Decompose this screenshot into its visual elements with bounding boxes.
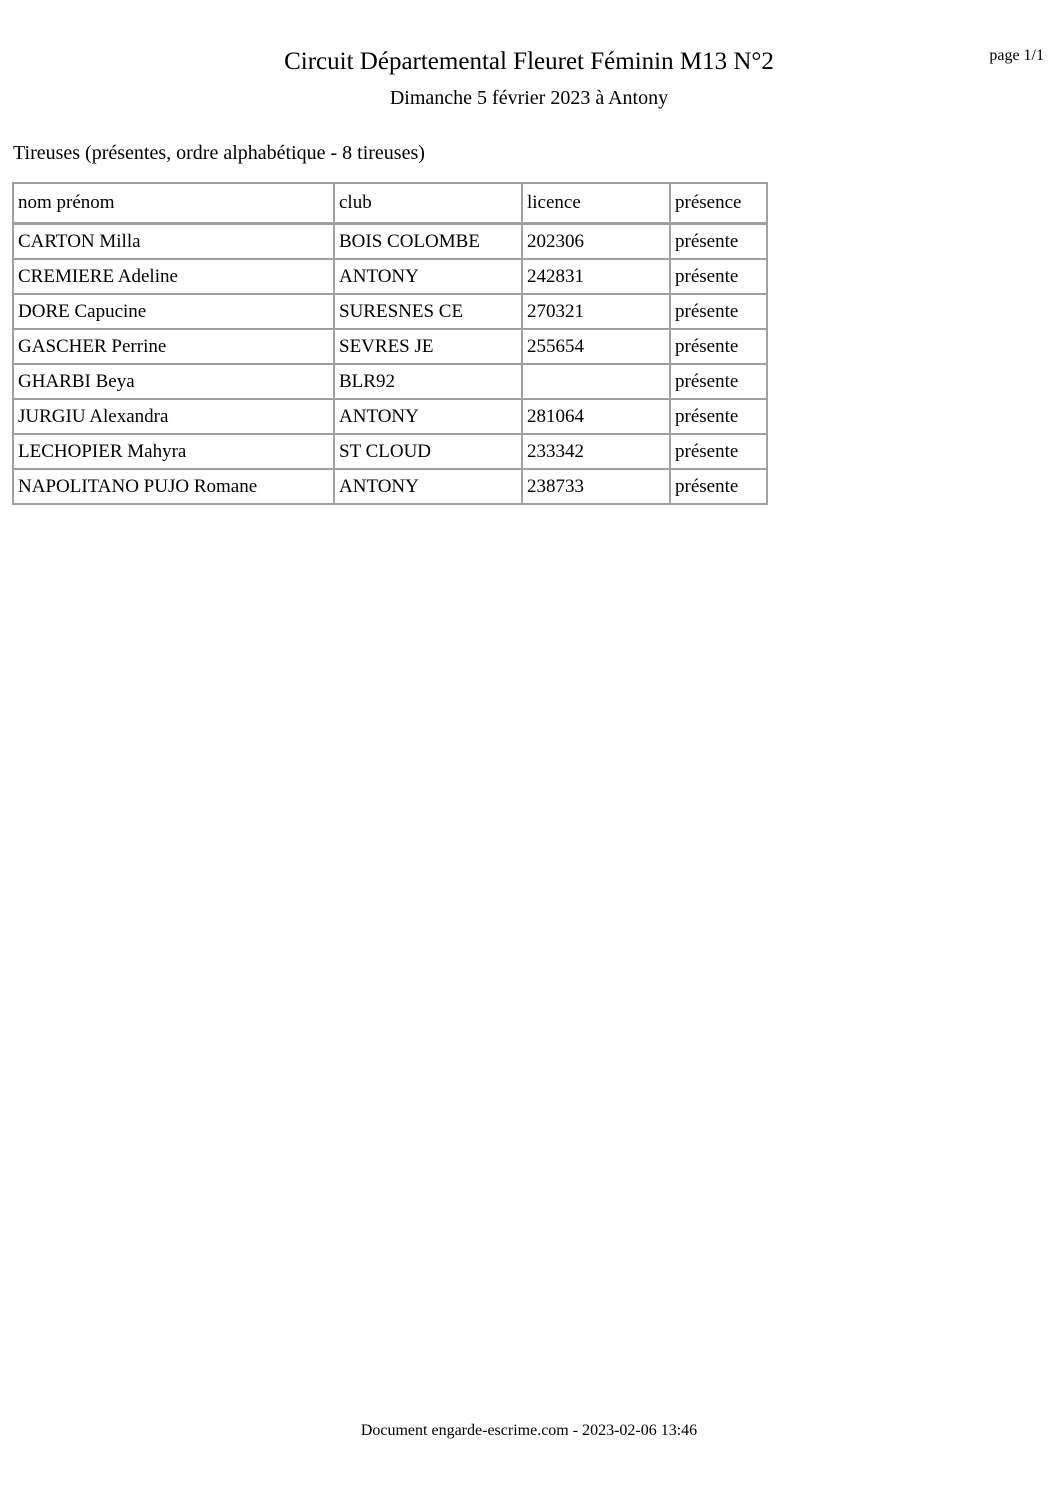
cell-presence: présente	[671, 225, 768, 260]
fencers-table	[12, 182, 768, 505]
table-row	[14, 225, 768, 260]
page-number: page 1/1	[989, 47, 1044, 64]
cell-name: GHARBI Beya	[14, 365, 335, 400]
table-header-row	[14, 184, 768, 225]
table-row	[14, 330, 768, 365]
document-footer: Document engarde-escrime.com - 2023-02-06 13:46	[360, 1422, 698, 1439]
table-row	[14, 365, 768, 400]
header-licence: licence	[523, 184, 671, 225]
header-name: nom prénom	[14, 184, 335, 225]
table-row	[14, 295, 768, 330]
cell-presence: présente	[671, 365, 768, 400]
cell-club: BLR92	[335, 365, 523, 400]
cell-presence: présente	[671, 330, 768, 365]
cell-club: SEVRES JE	[335, 330, 523, 365]
cell-club: BOIS COLOMBE	[335, 225, 523, 260]
cell-presence: présente	[671, 435, 768, 470]
header-club: club	[335, 184, 523, 225]
cell-name: JURGIU Alexandra	[14, 400, 335, 435]
cell-club: ANTONY	[335, 400, 523, 435]
cell-licence: 233342	[523, 435, 671, 470]
document-subtitle: Dimanche 5 février 2023 à Antony	[389, 87, 669, 109]
cell-club: ANTONY	[335, 470, 523, 505]
cell-name: LECHOPIER Mahyra	[14, 435, 335, 470]
cell-name: CREMIERE Adeline	[14, 260, 335, 295]
cell-licence: 238733	[523, 470, 671, 505]
cell-presence: présente	[671, 260, 768, 295]
table-body	[14, 225, 768, 505]
cell-presence: présente	[671, 470, 768, 505]
cell-licence: 270321	[523, 295, 671, 330]
cell-club: ANTONY	[335, 260, 523, 295]
cell-name: DORE Capucine	[14, 295, 335, 330]
header-presence: présence	[671, 184, 768, 225]
cell-licence: 202306	[523, 225, 671, 260]
cell-club: SURESNES CE	[335, 295, 523, 330]
cell-licence: 281064	[523, 400, 671, 435]
cell-name: CARTON Milla	[14, 225, 335, 260]
document-title: Circuit Départemental Fleuret Féminin M13 N°2	[284, 48, 774, 75]
table-row	[14, 400, 768, 435]
table-row	[14, 470, 768, 505]
cell-licence	[523, 365, 671, 400]
cell-licence: 242831	[523, 260, 671, 295]
cell-presence: présente	[671, 295, 768, 330]
cell-licence: 255654	[523, 330, 671, 365]
table-row	[14, 435, 768, 470]
section-title: Tireuses (présentes, ordre alphabétique - 8 tireuses)	[13, 142, 425, 164]
cell-name: GASCHER Perrine	[14, 330, 335, 365]
table-header	[14, 184, 768, 225]
cell-presence: présente	[671, 400, 768, 435]
cell-name: NAPOLITANO PUJO Romane	[14, 470, 335, 505]
cell-club: ST CLOUD	[335, 435, 523, 470]
table-row	[14, 260, 768, 295]
